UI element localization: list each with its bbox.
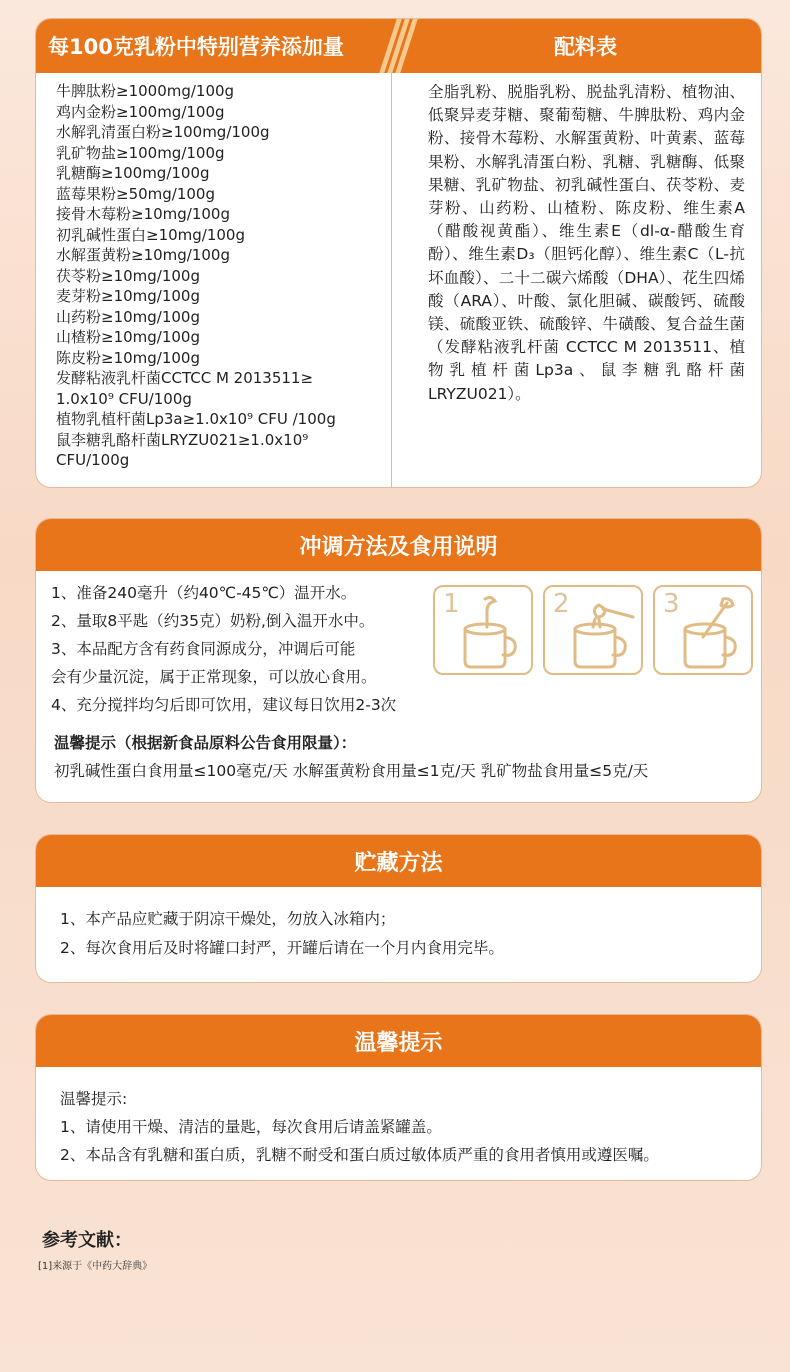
intake-limit-title: 温馨提示（根据新食品原料公告食用限量）： xyxy=(54,734,357,752)
nutrition-item: CFU/100g xyxy=(56,451,130,469)
step-illustration-3 xyxy=(653,585,753,675)
usage-step: 会有少量沉淀，属于正常现象，可以放心食用。 xyxy=(51,668,377,686)
warm-tips-title: 温馨提示 xyxy=(36,1015,761,1067)
card-header xyxy=(36,19,761,73)
step-illustration-2 xyxy=(543,585,643,675)
step-number: 2 xyxy=(553,589,570,619)
cup-stir-icon xyxy=(655,587,755,677)
usage-step: 3、本品配方含有药食同源成分，冲调后可能 xyxy=(51,640,356,658)
step-illustration-1 xyxy=(433,585,533,675)
nutrition-item: 初乳碱性蛋白≥10mg/100g xyxy=(56,225,245,244)
nutrition-item: 鸡内金粉≥100mg/100g xyxy=(56,102,225,121)
ingredients-text: 全脂乳粉、脱脂乳粉、脱盐乳清粉、植物油、低聚异麦芽糖、聚葡萄糖、牛脾肽粉、鸡内金粉、接骨木莓粉、水解蛋黄粉、叶黄素、蓝莓果粉、水解乳清蛋白粉、乳糖、乳糖酶、低聚果糖、乳矿物盐、初乳碱性蛋白、茯苓粉、麦芽粉、山药粉、山楂粉、陈皮粉、维生素A（醋酸视黄酯）、维生素E（dl-α-醋酸生育酚）、维生素D₃（胆钙化醇）、维生素C（L-抗坏血酸）、二十二碳六烯酸（DHA）、花生四烯酸（ARA）、叶酸、氯化胆碱、碳酸钙、硫酸镁、硫酸亚铁、硫酸锌、牛磺酸、复合益生菌（发酵粘液乳杆菌 CCTCC M 2013511、植物乳植杆菌Lp3a、鼠李糖乳酪杆菌 LRYZU021）。 xyxy=(428,83,745,403)
usage-step: 4、充分搅拌均匀后即可饮用，建议每日饮用2-3次 xyxy=(51,696,397,714)
step-number: 3 xyxy=(663,589,680,619)
nutrition-ingredients-card xyxy=(35,18,762,488)
nutrition-item: 蓝莓果粉≥50mg/100g xyxy=(56,184,215,203)
nutrition-item: 1.0x10⁹ CFU/100g xyxy=(56,389,192,408)
storage-item: 2、每次食用后及时将罐口封严，开罐后请在一个月内食用完毕。 xyxy=(60,939,504,957)
nutrition-item: 山药粉≥10mg/100g xyxy=(56,307,200,326)
nutrition-item: 鼠李糖乳酪杆菌LRYZU021≥1.0x10⁹ xyxy=(56,430,309,449)
storage-item: 1、本产品应贮藏于阴凉干燥处，勿放入冰箱内； xyxy=(60,910,396,928)
nutrition-item: 山楂粉≥10mg/100g xyxy=(56,328,200,346)
intake-limit-body: 初乳碱性蛋白食用量≤100毫克/天 水解蛋黄粉食用量≤1克/天 乳矿物盐食用量≤5克/天 xyxy=(54,762,649,780)
usage-card xyxy=(35,518,762,803)
warm-tips-label: 温馨提示: xyxy=(60,1090,128,1108)
nutrition-item: 乳矿物盐≥100mg/100g xyxy=(56,143,225,162)
usage-step: 1、准备240毫升（约40℃-45℃）温开水。 xyxy=(51,584,357,602)
warm-tips-item: 1、请使用干燥、清洁的量匙，每次食用后请盖紧罐盖。 xyxy=(60,1118,442,1136)
warm-tips-item: 2、本品含有乳糖和蛋白质，乳糖不耐受和蛋白质过敏体质严重的食用者慎用或遵医嘱。 xyxy=(60,1146,659,1164)
storage-card xyxy=(35,834,762,983)
warm-tips-card xyxy=(35,1014,762,1181)
nutrition-item: 牛脾肽粉≥1000mg/100g xyxy=(56,82,235,100)
nutrition-item: 水解蛋黄粉≥10mg/100g xyxy=(56,246,230,264)
nutrition-item: 接骨木莓粉≥10mg/100g xyxy=(56,205,230,223)
nutrition-item: 陈皮粉≥10mg/100g xyxy=(56,348,200,367)
reference-item: [1]来源于《中药大辞典》 xyxy=(38,1261,153,1272)
storage-title: 贮藏方法 xyxy=(36,835,761,887)
ingredients-title: 配料表 xyxy=(554,35,617,59)
nutrition-list xyxy=(36,73,392,488)
step-number: 1 xyxy=(443,589,460,619)
usage-step: 2、量取8平匙（约35克）奶粉,倒入温开水中。 xyxy=(51,612,375,630)
nutrition-item: 植物乳植杆菌Lp3a≥1.0x10⁹ CFU /100g xyxy=(56,410,336,428)
nutrition-item: 茯苓粉≥10mg/100g xyxy=(56,266,200,285)
cup-pour-water-icon xyxy=(435,587,535,677)
references-title: 参考文献： xyxy=(42,1230,132,1251)
cup-spoon-powder-icon xyxy=(545,587,645,677)
nutrition-item: 发酵粘液乳杆菌CCTCC M 2013511≥ xyxy=(56,369,314,387)
usage-steps xyxy=(51,579,451,719)
header-divider-stripes xyxy=(388,19,410,73)
usage-illustrations xyxy=(433,585,753,675)
nutrition-item: 水解乳清蛋白粉≥100mg/100g xyxy=(56,123,270,141)
nutrition-title: 每100克乳粉中特别营养添加量 xyxy=(48,35,344,59)
nutrition-item: 麦芽粉≥10mg/100g xyxy=(56,287,200,305)
nutrition-item: 乳糖酶≥100mg/100g xyxy=(56,164,210,182)
usage-title: 冲调方法及食用说明 xyxy=(36,519,761,571)
